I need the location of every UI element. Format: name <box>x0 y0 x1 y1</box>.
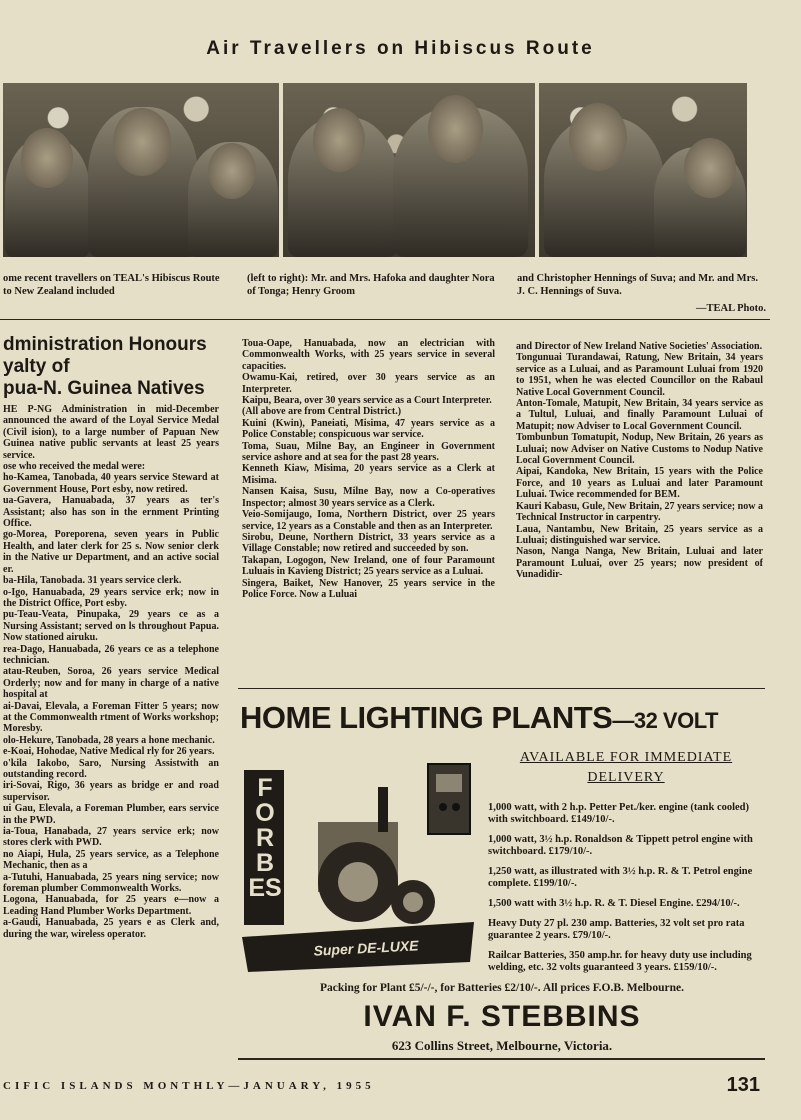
article-column-2: Toua-Oape, Hanuabada, now an electrician with Commonwealth Works, with 25 years service in several capacities. Owamu-Kai, retired, over 30 years service as an Interpreter. Kaipu, Beara, over 30 years service as a Court Interpreter. (All above are from Central District.) Kuini (Kwin), Paneiati, Misima, 47 years service as a Police Constable; conspicuous war service. Toma, Suau, Milne Bay, an Engineer in Government service ashore and at sea for the past 28 years. Kenneth Kiaw, Misima, 20 years service as a Clerk at Misima. Nansen Kaisa, Susu, Milne Bay, now a Co-operatives Inspector; almost 30 years service as a Clerk. Veio-Somijaugo, Ioma, Northern District, over 25 years service, 12 years as a Constable and then as an Interpreter. Sirobu, Deune, Northern District, 33 years service as a Village Constable; now retired and succeeded by son. Takapan, Logogon, New Ireland, one of four Paramount Luluais in Kavieng District; 25 years service as a Luluai. Singera, Baiket, New Hanover, 25 years service in the Police Force. Now a Luluai <box>242 338 495 600</box>
page-number: 131 <box>726 1074 760 1096</box>
price-item: 1,500 watt with 3½ h.p. R. & T. Diesel Engine. £294/10/-. <box>488 898 740 909</box>
availability-line-1: AVAILABLE FOR IMMEDIATE <box>519 750 733 765</box>
divider-top <box>0 319 770 320</box>
ad-bottom-rule <box>238 1058 765 1060</box>
price-item: Heavy Duty 27 pl. 230 amp. Batteries, 32 volt set pro rata guarantee 2 years. £79/10/-. <box>488 918 745 941</box>
ad-availability <box>495 750 757 786</box>
ad-packing: Packing for Plant £5/-/-, for Batteries £2/10/-. All prices F.O.B. Melbourne. <box>320 982 684 994</box>
engine-illustration <box>238 762 478 977</box>
ad-divider <box>238 688 765 689</box>
ad-address: 623 Collins Street, Melbourne, Victoria. <box>391 1038 613 1053</box>
footer-masthead: CIFIC ISLANDS MONTHLY—JANUARY, 1955 <box>3 1080 375 1092</box>
engine-model: Super DE-LUXE <box>313 937 419 959</box>
article-column-1: HE P-NG Administration in mid-December announced the award of the Loyal Service Medal (Civil ision), to a large number of Papuan New Guinea native public servants at least 25 years service. ose who received the medal were: ho-Kamea, Tanobada, 40 years service Steward at Government House, Port esby, now retired. ua-Gavera, Hanuabada, 37 years as ter's Assistant; also has son in the ernment Printing Office. go-Morea, Poreporena, seven years in Public Health, and later clerk for 25 s. Now senior clerk in the Native ur Department, and an active social er. ba-Hila, Tanobada. 31 years service clerk. o-Igo, Hanuabada, 29 years service erk; now in the District Office, Port esby. pu-Teau-Veata, Pinupaka, 29 years ce as a Nursing Assistant; served on ls throughout Papua. Now stationed airuku. rea-Dago, Hanuabada, 26 years ce as a telephone technician. atau-Reuben, Soroa, 26 years service Medical Orderly; now and for many in charge of a native hospital at ai-Davai, Elevala, a Foreman Fitter 5 years; now at the Commonwealth rtment of Works workshop; Moresby. olo-Hekure, Tanobada, 28 years a hone mechanic. e-Koai, Hohodae, Native Medical rly for 26 years. o'kila Iakobo, Saro, Nursing Assistwith an outstanding record. iri-Sovai, Rigo, 36 years as bridge er and road supervisor. ui Gau, Elevala, a Foreman Plumber, ears service in the PWD. ia-Toua, Hanabada, 27 years service erk; now stores clerk with PWD. no Aiapi, Hula, 25 years service, as a Telephone Mechanic, then as a a-Tutuhi, Hanuabada, 25 years ning service; now foreman plumber Commonwealth Works. Logona, Hanuabada, for 25 years e—now a Leading Hand Plumber Works Department. a-Gaudi, Hanuabada, 25 years e as Clerk and, during the war, wireless operator. <box>3 404 219 940</box>
headline-line-3: pua-N. Guinea Natives <box>3 378 205 399</box>
photo-credit: —TEAL Photo. <box>695 303 766 314</box>
article-column-3: and Director of New Ireland Native Societies' Association. Tongunuai Turandawai, Ratung, New Britain, 34 years service as a Luluai, and as Paramount Luluai from 1920 to 1951, when he was elected Councillor on the Rabaul Native Local Government Council. Anton-Tomale, Matupit, New Britain, 34 years service as a Tultul, Luluai, and finally Paramount Luluai of Matupit; now Adviser to Local Government Council. Tombunbun Tomatupit, Nodup, New Britain, 26 years as Luluai; now Adviser on Native Customs to Nodup Native Local Government Council. Aipai, Kandoka, New Britain, 15 years with the Police Force, and 10 years as Luluai and later Paramount Luluai. Twice recommended for BEM. Kauri Kabasu, Gule, New Britain, 27 years service; now a Technical Instructor in carpentry. Laua, Nantambu, New Britain, 25 years service as a Luluai; distinguished war service. Nason, Nanga Nanga, New Britain, Luluai and later Paramount Luluai, over 25 years; now president of Vunadidir- <box>516 341 763 581</box>
price-list <box>488 802 758 974</box>
ad-headline <box>240 700 765 736</box>
caption-right: and Christopher Hennings of Suva; and Mr. and Mrs. J. C. Hennings of Suva. <box>517 273 758 297</box>
availability-line-2: DELIVERY <box>587 770 665 785</box>
headline-line-2: yalty of <box>3 356 70 377</box>
ad-voltage: —32 VOLT <box>612 708 718 733</box>
ad-headline-text: HOME LIGHTING PLANTS <box>240 700 613 735</box>
engine-brand: FORBES <box>248 774 282 902</box>
ad-company: IVAN F. STEBBINS <box>363 1000 641 1033</box>
price-item: Railcar Batteries, 350 amp.hr. for heavy duty use including welding, etc. 32 volts guaranteed 3 years. £159/10/-. <box>488 950 752 973</box>
caption-left: ome recent travellers on TEAL's Hibiscus Route to New Zealand included <box>3 273 220 297</box>
photo-hafoka-family <box>3 83 279 257</box>
article-headline <box>3 334 228 400</box>
price-item: 1,000 watt, 3½ h.p. Ronaldson & Tippett petrol engine with switchboard. £179/10/-. <box>488 834 753 857</box>
page-title: Air Travellers on Hibiscus Route <box>206 38 595 59</box>
price-item: 1,000 watt, with 2 h.p. Petter Pet./ker. engine (tank cooled) with switchboard. £149/10/-. <box>488 802 750 825</box>
headline-line-1: dministration Honours <box>3 334 207 355</box>
caption-middle: (left to right): Mr. and Mrs. Hafoka and daughter Nora of Tonga; Henry Groom <box>247 273 495 297</box>
price-item: 1,250 watt, as illustrated with 3½ h.p. R. & T. Petrol engine complete. £199/10/-. <box>488 866 753 889</box>
photo-hennings-couple <box>539 83 747 257</box>
photo-groom-hennings <box>283 83 535 257</box>
